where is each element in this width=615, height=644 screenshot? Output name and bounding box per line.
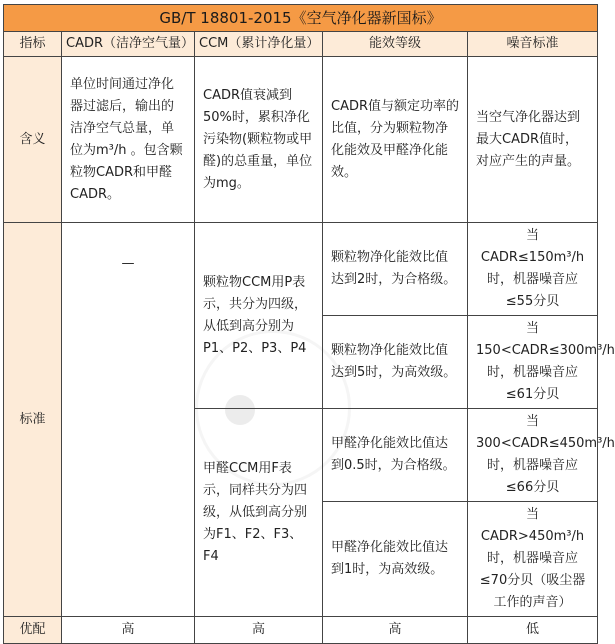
standard-row-1 <box>4 223 598 316</box>
standard-efficiency-2: 颗粒物净化能效比值达到5时，为高效级。 <box>323 316 468 409</box>
priority-noise: 低 <box>468 617 598 644</box>
row-label-meaning: 含义 <box>4 57 62 223</box>
standard-efficiency-3: 甲醛净化能效比值达到0.5时，为合格级。 <box>323 409 468 502</box>
header-cadr: CADR（洁净空气量） <box>62 32 195 57</box>
standards-table <box>3 4 615 644</box>
priority-ccm: 高 <box>195 617 323 644</box>
row-label-priority: 优配 <box>4 617 62 644</box>
table-title: GB/T 18801-2015《空气净化器新国标》 <box>4 5 598 32</box>
meaning-ccm: CADR值衰减到50%时，累积净化污染物(颗粒物或甲醛)的总重量，单位为mg。 <box>195 57 323 223</box>
header-ccm: CCM（累计净化量） <box>195 32 323 57</box>
standard-cadr: — <box>62 223 195 617</box>
meaning-row <box>4 57 598 223</box>
header-indicator: 指标 <box>4 32 62 57</box>
standard-efficiency-4: 甲醛净化能效比值达到1时，为高效级。 <box>323 502 468 617</box>
standard-ccm-particle: 颗粒物CCM用P表示，共分为四级，从低到高分别为P1、P2、P3、P4 <box>195 223 323 409</box>
header-noise: 噪音标准 <box>468 32 598 57</box>
meaning-noise: 当空气净化器达到最大CADR值时，对应产生的声量。 <box>468 57 598 223</box>
standard-noise-2: 当150<CADR≤300m³/h时，机器噪音应≤61分贝 <box>468 316 598 409</box>
row-label-standard: 标准 <box>4 223 62 617</box>
header-row <box>4 32 598 57</box>
standard-noise-1: 当CADR≤150m³/h时，机器噪音应≤55分贝 <box>468 223 598 316</box>
standard-noise-3: 当300<CADR≤450m³/h时，机器噪音应≤66分贝 <box>468 409 598 502</box>
priority-cadr: 高 <box>62 617 195 644</box>
meaning-efficiency: CADR值与额定功率的比值，分为颗粒物净化能效及甲醛净化能效。 <box>323 57 468 223</box>
priority-efficiency: 高 <box>323 617 468 644</box>
standard-efficiency-1: 颗粒物净化能效比值达到2时，为合格级。 <box>323 223 468 316</box>
standard-noise-4: 当CADR>450m³/h时，机器噪音应≤70分贝（吸尘器工作的声音） <box>468 502 598 617</box>
standard-ccm-formaldehyde: 甲醛CCM用F表示，同样共分为四级，从低到高分别为F1、F2、F3、F4 <box>195 409 323 617</box>
header-efficiency: 能效等级 <box>323 32 468 57</box>
priority-row <box>4 617 598 644</box>
meaning-cadr: 单位时间通过净化器过滤后，输出的洁净空气总量，单位为m³/h 。包含颗粒物CADR和甲醛CADR。 <box>62 57 195 223</box>
